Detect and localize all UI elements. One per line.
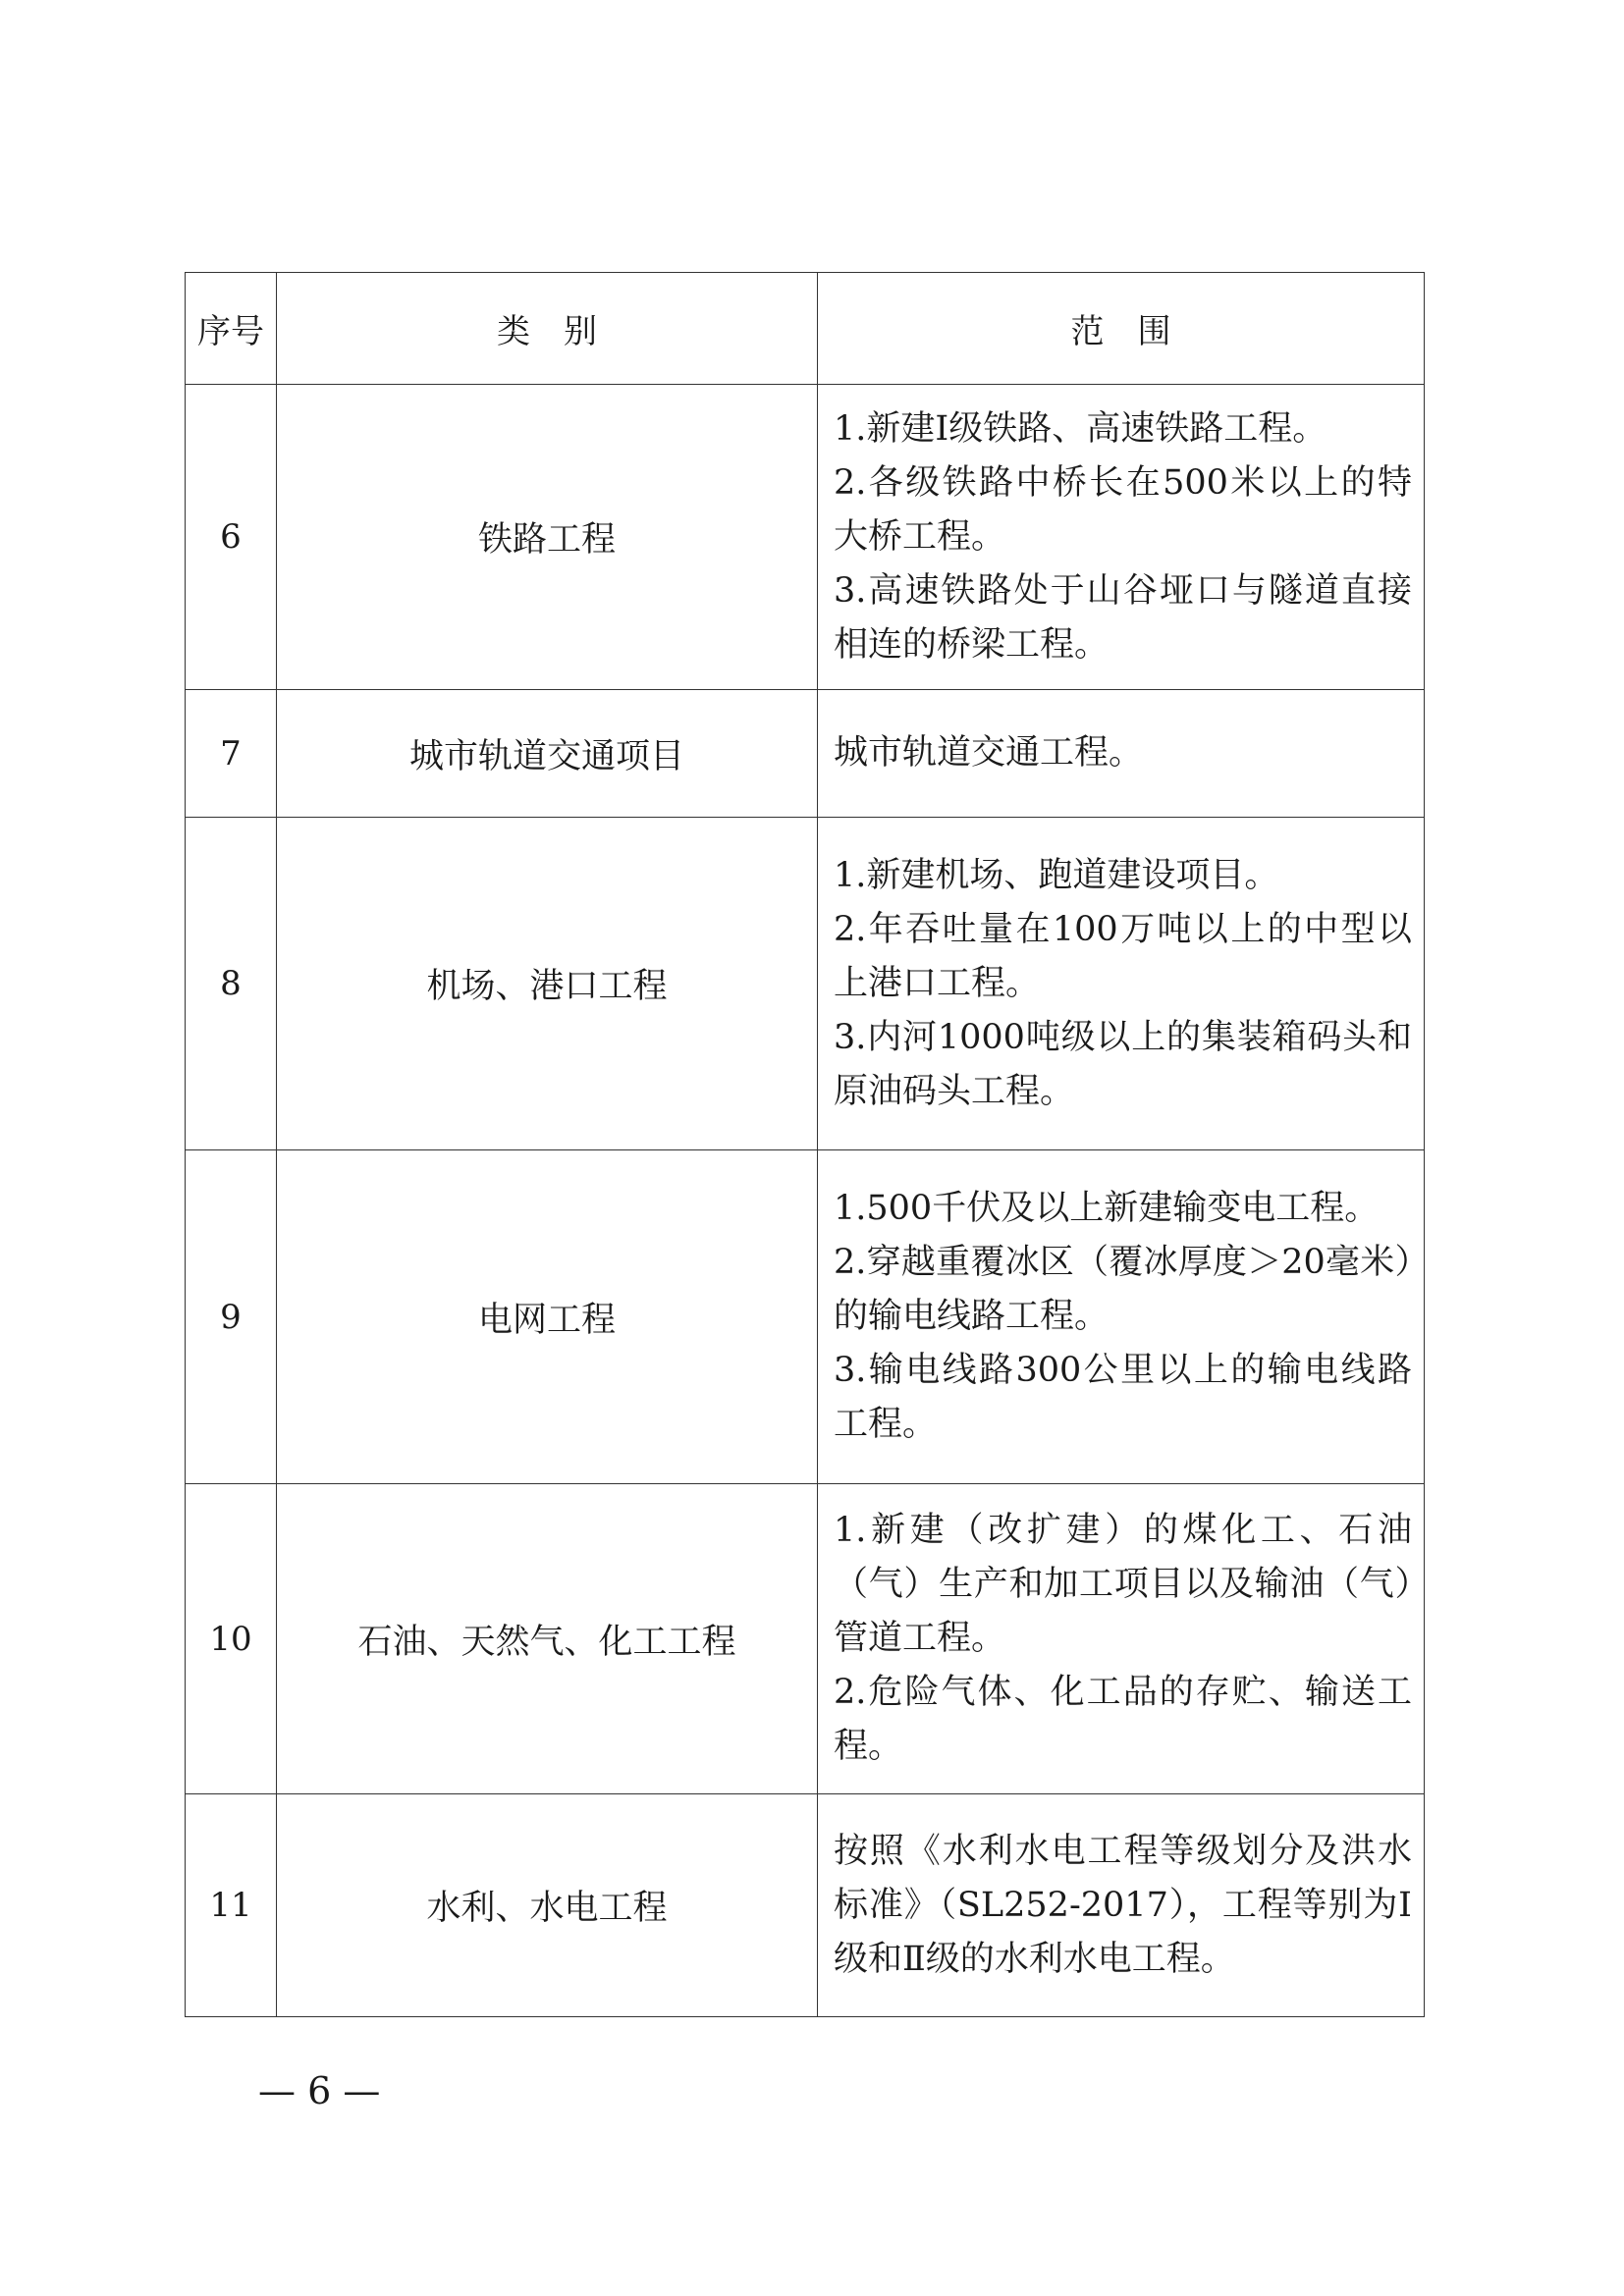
row-category: 水利、水电工程 xyxy=(277,1794,818,2017)
table-row xyxy=(186,690,1425,818)
row-number: 6 xyxy=(186,385,277,690)
scope-item: 2.年吞吐量在100万吨以上的中型以上港口工程。 xyxy=(834,909,1412,1003)
scope-item: 城市轨道交通工程。 xyxy=(834,733,1144,773)
scope-item: 按照《水利水电工程等级划分及洪水标准》（SL252-2017），工程等别为Ⅰ级和Ⅱ级的水利水电工程。 xyxy=(834,1831,1412,1979)
table-row xyxy=(186,818,1425,1150)
table-row xyxy=(186,1484,1425,1794)
scope-item: 2.各级铁路中桥长在500米以上的特大桥工程。 xyxy=(834,462,1412,557)
scope-item: 1.500千伏及以上新建输变电工程。 xyxy=(834,1189,1380,1228)
table-header xyxy=(186,273,1425,385)
row-category: 铁路工程 xyxy=(277,385,818,690)
row-scope xyxy=(818,1484,1425,1794)
row-number: 10 xyxy=(186,1484,277,1794)
page-number: — 6 — xyxy=(258,2069,381,2112)
scope-item: 3.高速铁路处于山谷垭口与隧道直接相连的桥梁工程。 xyxy=(834,570,1412,665)
row-scope xyxy=(818,818,1425,1150)
scope-item: 1.新建机场、跑道建设项目。 xyxy=(834,855,1279,895)
row-number: 9 xyxy=(186,1150,277,1484)
scope-table xyxy=(185,272,1425,2017)
scope-item: 2.穿越重覆冰区（覆冰厚度＞20毫米）的输电线路工程。 xyxy=(834,1243,1412,1336)
row-scope xyxy=(818,385,1425,690)
row-scope xyxy=(818,690,1425,818)
table-row xyxy=(186,385,1425,690)
scope-item: 1.新建（改扩建）的煤化工、石油（气）生产和加工项目以及输油（气）管道工程。 xyxy=(834,1511,1412,1658)
row-category: 石油、天然气、化工工程 xyxy=(277,1484,818,1794)
row-category: 机场、港口工程 xyxy=(277,818,818,1150)
table-row xyxy=(186,1794,1425,2017)
header-scope-label: 范围 xyxy=(1070,312,1205,351)
header-scope xyxy=(818,273,1425,385)
table-row xyxy=(186,1150,1425,1484)
row-category: 电网工程 xyxy=(277,1150,818,1484)
row-number: 7 xyxy=(186,690,277,818)
header-category xyxy=(277,273,818,385)
row-number: 11 xyxy=(186,1794,277,2017)
row-number: 8 xyxy=(186,818,277,1150)
header-no: 序号 xyxy=(186,273,277,385)
scope-item: 3.输电线路300公里以上的输电线路工程。 xyxy=(834,1351,1412,1444)
row-category: 城市轨道交通项目 xyxy=(277,690,818,818)
scope-item: 1.新建Ⅰ级铁路、高速铁路工程。 xyxy=(834,408,1327,449)
row-scope xyxy=(818,1794,1425,2017)
row-scope xyxy=(818,1150,1425,1484)
scope-item: 3.内河1000吨级以上的集装箱码头和原油码头工程。 xyxy=(834,1017,1412,1111)
scope-item: 2.危险气体、化工品的存贮、输送工程。 xyxy=(834,1673,1412,1766)
header-row xyxy=(186,273,1425,385)
header-category-label: 类别 xyxy=(497,312,630,351)
